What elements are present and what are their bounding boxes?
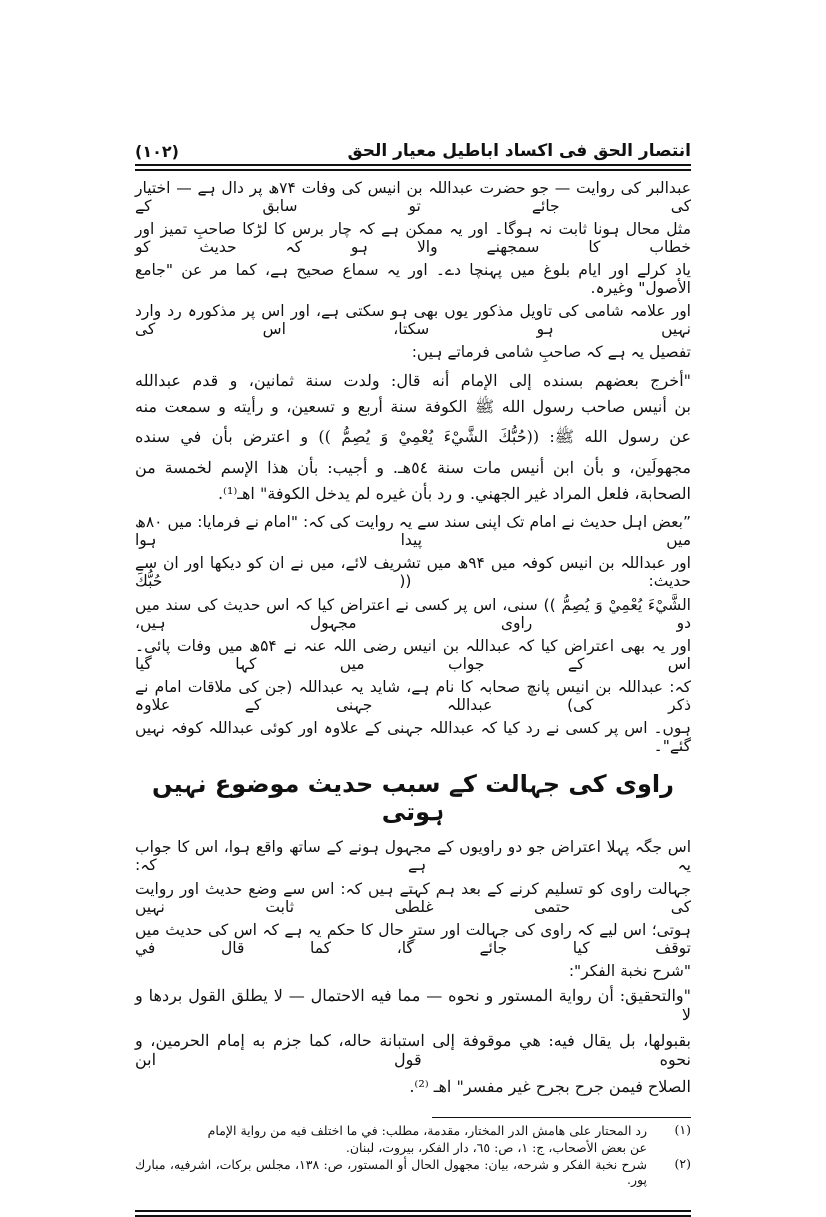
text-line: بقبولها، بل يقال فيه: هي موقوفة إلى استبانة حاله، كما جزم به إمام الحرمين، و نحوه قول ابن: [135, 1031, 691, 1070]
footer-rule: [135, 1210, 691, 1212]
footnote-text: رد المحتار على هامش الدر المختار، مقدمة، مطلب: في ما اختلف فيه من رواية الإمام: [207, 1123, 647, 1139]
body-text: [135, 176, 691, 1099]
footnote-number: (٢): [674, 1156, 691, 1172]
header-rule: [135, 169, 691, 171]
text-line: الصحابة، فلعل المراد غير الجهني. و رد بأن غيره لم يدخل الكوفة" اهـ⁽¹⁾.: [217, 483, 691, 503]
footnote-text: عن بعض الأصحاب، ج: ١، ص: ٦٥، دار الفكر، بيروت، لبنان.: [345, 1140, 647, 1156]
footnote-number: (١): [674, 1122, 691, 1138]
page-number: (١٠٢): [135, 141, 179, 161]
text-line: اور علامہ شامی کی تاویل مذکور یوں بھی ہو سکتی ہے، اور اس پر مذکورہ رد وارد نہیں ہو سکتا، اس کی: [135, 302, 691, 339]
footnote-text: شرح نخبة الفكر و شرحه، بيان: مجهول الحال أو المستور، ص: ١٣٨، مجلس بركات، اشرفيه، مبارك پور.: [135, 1157, 647, 1188]
text-line: بن أنيس صاحب رسول الله ﷺ الكوفة سنة أربع و تسعين، و رأيته و سمعت منه: [135, 397, 691, 417]
text-line: تفصیل یہ ہے کہ صاحبِ شامی فرماتے ہیں:: [411, 343, 691, 362]
text-line: جہالت راوی کو تسلیم کرنے کے بعد ہم کہتے ہیں کہ: اس سے وضع حدیث اور روایت کی حتمی غلطی ثابت نہیں: [135, 879, 691, 916]
text-line: اور یہ بھی اعتراض کیا کہ عبداللہ بن انیس رضی اللہ عنہ نے ۵۴ھ میں وفات پائی۔ اس کے جواب میں کہا گیا: [135, 636, 691, 673]
text-line: مجهولَين، و بأن ابن أنيس مات سنة ٥٤هـ. و أجيب: بأن هذا الإسم لخمسة من: [135, 457, 692, 477]
footnote-2: [135, 1156, 691, 1188]
footnote-separator: [432, 1117, 691, 1118]
text-line: الصلاح فيمن جرح بجرح غير مفسر" اهـ ⁽²⁾.: [409, 1076, 691, 1096]
text-line: اور عبداللہ بن انیس کوفہ میں ۹۴ھ میں تشریف لائے، میں نے ان کو دیکھا اور ان سے حدیث: (( حُبُّكَ: [135, 554, 691, 591]
text-line: عن رسول الله ﷺ: ((حُبُّكَ الشَّيْءَ يُعْمِيْ وَ يُصِمُّ )) و اعترض بأن في سنده: [135, 427, 691, 447]
text-line: الشَّيْءَ يُعْمِيْ وَ يُصِمُّ )) سنی، اس پر کسی نے اعتراض کیا کہ اس حدیث کی سند میں دو راوی مجہول ہیں،: [135, 595, 691, 632]
text-line: ”بعض اہل حدیث نے امام تک اپنی سند سے یہ روایت کی کہ: "امام نے فرمایا: میں ۸۰ھ میں پیدا ہوا: [135, 513, 691, 550]
text-line: عبدالبر کی روایت — جو حضرت عبداللہ بن انیس کی وفات ۷۴ھ پر دال ہے — اختیار کی جائے تو سابق کے: [135, 178, 691, 215]
section-heading: راوی کی جہالت کے سبب حدیث موضوع نہیں ہوتی: [152, 769, 674, 826]
page: [135, 138, 691, 1217]
text-line: ہوتی؛ اس لیے کہ راوی کی جہالت اور سترِ حال کا حکم یہ ہے کہ اس کی حدیث میں توقف کیا جائے گا، کما قال في: [135, 920, 691, 957]
text-line: "أخرج بعضهم بسنده إلى الإمام أنه قال: ولدت سنة ثمانين، و قدم عبدالله: [135, 370, 691, 390]
text-line: "والتحقيق: أن رواية المستور و نحوه — مما فيه الاحتمال — لا يطلق القول بردها و لا: [135, 986, 691, 1025]
text-line: ہوں۔ اس پر کسی نے رد کیا کہ عبداللہ جہنی کے علاوہ اور کوئی عبداللہ کوفہ نہیں گئے"۔: [135, 719, 691, 756]
text-line: اس جگہ پہلا اعتراض جو دو راویوں کے مجہول ہونے کے ساتھ واقع ہوا، اس کا جواب یہ ہے کہ:: [135, 838, 691, 875]
text-line: مثل محال ہونا ثابت نہ ہوگا۔ اور یہ ممکن ہے کہ چار برس کا لڑکا صاحبِ تمیز اور خطاب کا سمجھنے والا ہو کہ حدیث کو: [135, 219, 691, 256]
footnote-1: [135, 1122, 691, 1156]
book-title: انتصار الحق فی اکساد اباطیل معیار الحق: [347, 141, 691, 161]
text-line: یاد کرلے اور ایام بلوغ میں پہنچا دے۔ اور یہ سماع صحیح ہے، کما مر عن "جامع الأصول" وغیرہ.: [135, 260, 691, 297]
text-line: "شرح نخبة الفكر":: [568, 961, 691, 980]
header-rule: [135, 164, 691, 166]
text-line: کہ: عبداللہ بن انیس پانچ صحابہ کا نام ہے، شاید یہ عبداللہ (جن کی ملاقات امام نے ذکر کی) عبداللہ جہنی کے علاوہ: [135, 678, 691, 715]
running-header: [135, 138, 691, 164]
